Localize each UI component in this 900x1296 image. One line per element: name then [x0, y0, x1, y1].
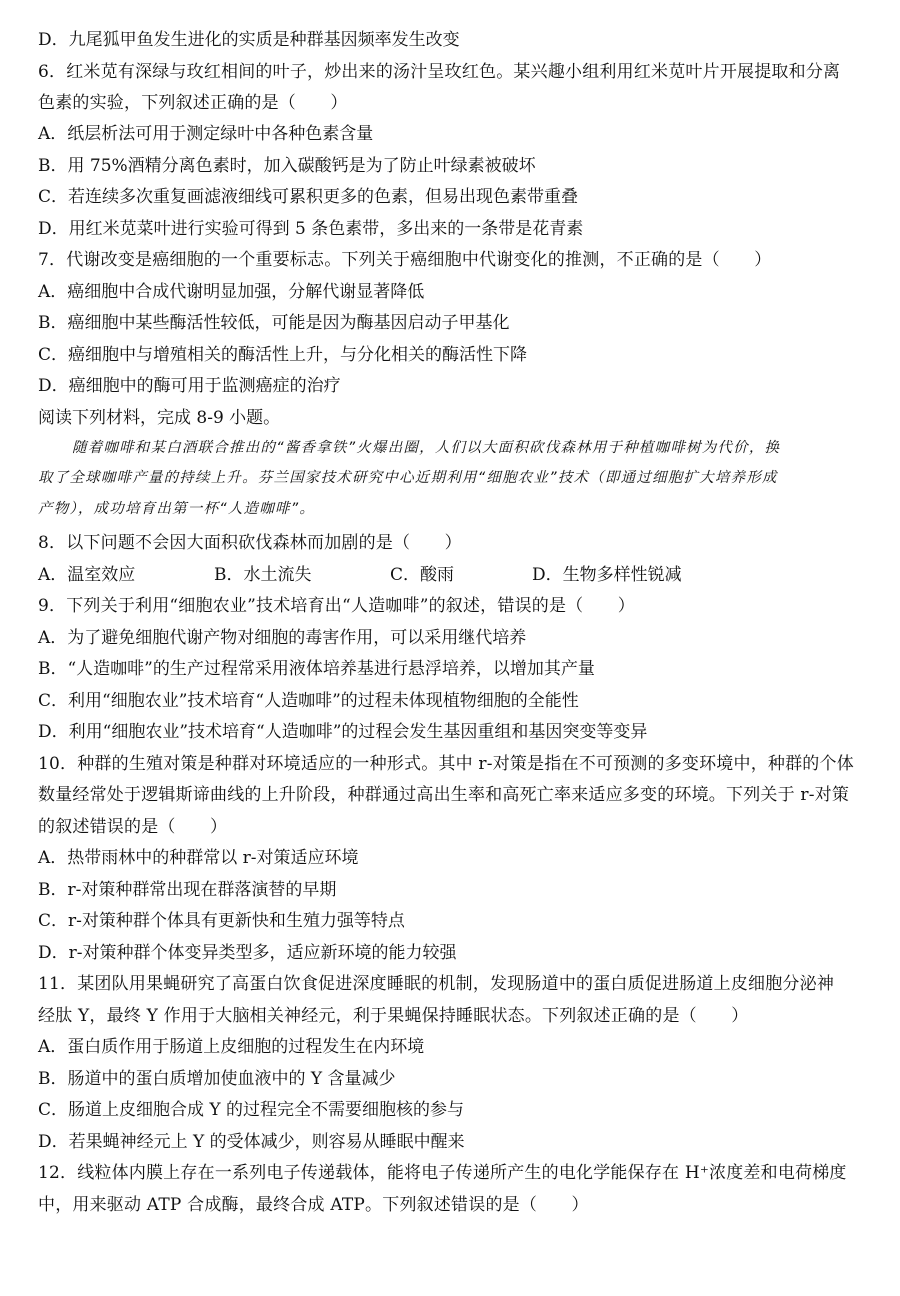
- q7-option-b: B．癌细胞中某些酶活性较低，可能是因为酶基因启动子甲基化: [38, 313, 510, 333]
- q11-stem-line-2: 经肽 Y，最终 Y 作用于大脑相关神经元，利于果蝇保持睡眠状态。下列叙述正确的是（ ）: [38, 1006, 749, 1026]
- q10-option-a: A．热带雨林中的种群常以 r-对策适应环境: [38, 848, 359, 868]
- q10-stem-line-3: 的叙述错误的是（ ）: [38, 817, 228, 837]
- q11-option-d: D．若果蝇神经元上 Y 的受体减少，则容易从睡眠中醒来: [38, 1132, 465, 1152]
- q7-stem: 7．代谢改变是癌细胞的一个重要标志。下列关于癌细胞中代谢变化的推测，不正确的是（ ）: [38, 250, 772, 270]
- q12-stem-line-1: 12．线粒体内膜上存在一系列电子传递载体，能将电子传递所产生的电化学能保存在 H⁺浓度差和电荷梯度: [38, 1163, 847, 1183]
- q10-option-c: C．r-对策种群个体具有更新快和生殖力强等特点: [38, 911, 405, 931]
- q5-option-d: D．九尾狐甲鱼发生进化的实质是种群基因频率发生改变: [38, 30, 460, 50]
- q8-stem: 8．以下问题不会因大面积砍伐森林而加剧的是（ ）: [38, 533, 462, 553]
- q11-option-a: A．蛋白质作用于肠道上皮细胞的过程发生在内环境: [38, 1037, 425, 1057]
- q6-option-b: B．用 75%酒精分离色素时，加入碳酸钙是为了防止叶绿素被破坏: [38, 156, 536, 176]
- q8-option-d: D．生物多样性锐减: [532, 565, 682, 585]
- q7-option-a: A．癌细胞中合成代谢明显加强，分解代谢显著降低: [38, 282, 425, 302]
- q6-option-d: D．用红米苋菜叶进行实验可得到 5 条色素带，多出来的一条带是花青素: [38, 219, 584, 239]
- q9-option-c: C．利用“细胞农业”技术培育“人造咖啡”的过程未体现植物细胞的全能性: [38, 691, 579, 711]
- q9-option-d: D．利用“细胞农业”技术培育“人造咖啡”的过程会发生基因重组和基因突变等变异: [38, 722, 648, 742]
- q7-option-d: D．癌细胞中的酶可用于监测癌症的治疗: [38, 376, 341, 396]
- q7-option-c: C．癌细胞中与增殖相关的酶活性上升，与分化相关的酶活性下降: [38, 345, 528, 365]
- q8-options: [38, 563, 860, 587]
- q8-option-a: A．温室效应: [38, 565, 136, 585]
- q10-stem-line-2: 数量经常处于逻辑斯谛曲线的上升阶段，种群通过高出生率和高死亡率来适应多变的环境。下列关于 r-对策: [38, 785, 850, 805]
- passage-line-1: 随着咖啡和某白酒联合推出的“酱香拿铁”火爆出圈，人们以大面积砍伐森林用于种植咖啡树为代价，换: [72, 440, 781, 456]
- q10-option-d: D．r-对策种群个体变异类型多，适应新环境的能力较强: [38, 943, 457, 963]
- q9-option-a: A．为了避免细胞代谢产物对细胞的毒害作用，可以采用继代培养: [38, 628, 527, 648]
- reading-intro: 阅读下列材料，完成 8-9 小题。: [38, 408, 281, 428]
- q8-option-c: C．酸雨: [390, 565, 455, 585]
- q11-option-c: C．肠道上皮细胞合成 Y 的过程完全不需要细胞核的参与: [38, 1100, 465, 1120]
- q11-option-b: B．肠道中的蛋白质增加使血液中的 Y 含量减少: [38, 1069, 396, 1089]
- q6-stem-line-1: 6．红米苋有深绿与玫红相间的叶子，炒出来的汤汁呈玫红色。某兴趣小组利用红米苋叶片开展提取和分离: [38, 62, 841, 82]
- q9-stem: 9．下列关于利用“细胞农业”技术培育出“人造咖啡”的叙述，错误的是（ ）: [38, 596, 635, 616]
- q6-option-a: A．纸层析法可用于测定绿叶中各种色素含量: [38, 124, 374, 144]
- q6-stem-line-2: 色素的实验，下列叙述正确的是（ ）: [38, 93, 348, 113]
- q8-option-b: B．水土流失: [214, 565, 312, 585]
- q12-stem-line-2: 中，用来驱动 ATP 合成酶，最终合成 ATP。下列叙述错误的是（ ）: [38, 1195, 589, 1215]
- q11-stem-line-1: 11．某团队用果蝇研究了高蛋白饮食促进深度睡眠的机制，发现肠道中的蛋白质促进肠道上皮细胞分泌神: [38, 974, 835, 994]
- q9-option-b: B．“人造咖啡”的生产过程常采用液体培养基进行悬浮培养，以增加其产量: [38, 659, 595, 679]
- passage-line-2: 取了全球咖啡产量的持续上升。芬兰国家技术研究中心近期利用“细胞农业”技术（即通过细胞扩大培养形成: [38, 470, 778, 486]
- q6-option-c: C．若连续多次重复画滤液细线可累积更多的色素，但易出现色素带重叠: [38, 187, 579, 207]
- q10-option-b: B．r-对策种群常出现在群落演替的早期: [38, 880, 337, 900]
- q10-stem-line-1: 10．种群的生殖对策是种群对环境适应的一种形式。其中 r-对策是指在不可预测的多变环境中，种群的个体: [38, 754, 854, 774]
- passage-line-3: 产物），成功培育出第一杯“人造咖啡”。: [38, 501, 316, 517]
